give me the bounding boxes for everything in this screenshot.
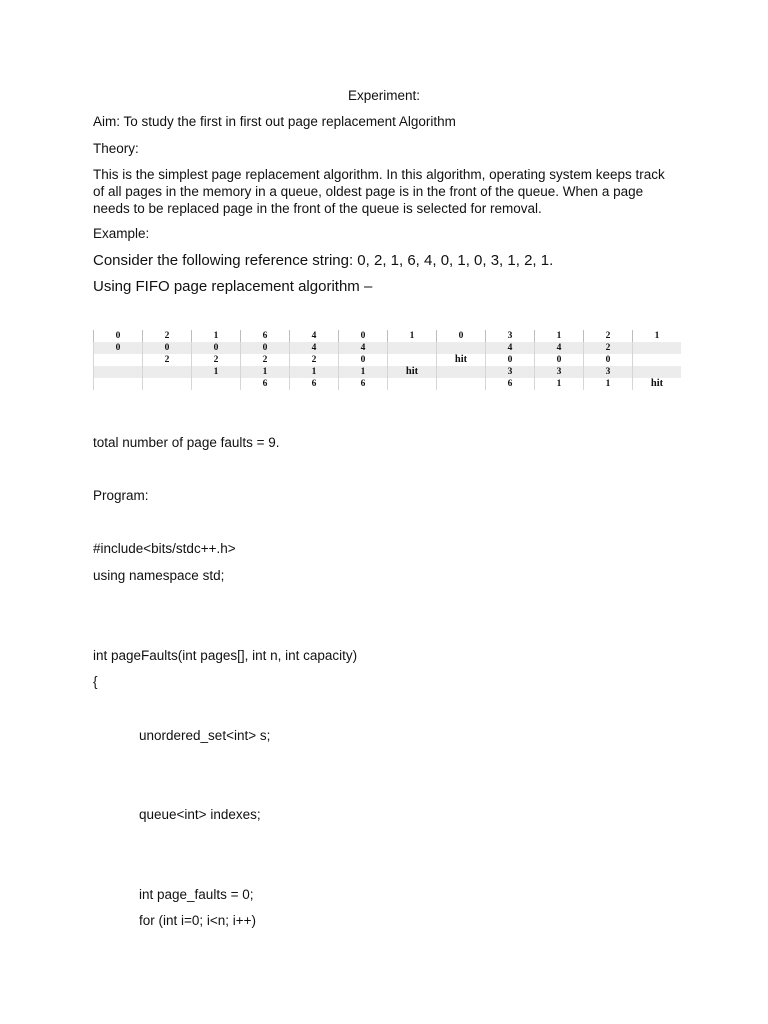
table-cell: 3 <box>584 366 633 378</box>
table-cell: 4 <box>339 342 388 354</box>
fifo-intro-line: Using FIFO page replacement algorithm – <box>93 278 373 295</box>
table-cell: 0 <box>486 354 535 366</box>
table-cell: 2 <box>241 354 290 366</box>
table-cell: 2 <box>143 330 192 342</box>
example-heading: Example: <box>93 226 150 241</box>
table-cell: 0 <box>94 342 143 354</box>
table-cell: 6 <box>486 378 535 390</box>
table-cell: 0 <box>143 342 192 354</box>
table-cell: 2 <box>584 342 633 354</box>
table-cell: 0 <box>94 330 143 342</box>
reference-string-line: Consider the following reference string: 0, 2, 1, 6, 4, 0, 1, 0, 3, 1, 2, 1. <box>93 252 554 269</box>
table-cell <box>388 354 437 366</box>
table-cell: 1 <box>192 366 241 378</box>
table-cell: 1 <box>241 366 290 378</box>
table-cell: 0 <box>535 354 584 366</box>
table-cell: 0 <box>584 354 633 366</box>
table-cell: 1 <box>535 378 584 390</box>
table-cell: hit <box>633 378 682 390</box>
table-cell: 0 <box>339 330 388 342</box>
table-cell <box>94 378 143 390</box>
table-row <box>94 378 682 390</box>
code-line-for-loop: for (int i=0; i<n; i++) <box>139 913 257 928</box>
table-cell <box>192 378 241 390</box>
table-cell <box>388 378 437 390</box>
table-cell: hit <box>388 366 437 378</box>
table-cell <box>633 354 682 366</box>
table-cell: 1 <box>388 330 437 342</box>
table-cell: 6 <box>241 378 290 390</box>
table-cell: 0 <box>192 342 241 354</box>
theory-paragraph: This is the simplest page replacement algorithm. In this algorithm, operating system keeps track of all pages in the memory in a queue, oldest page is in the front of the queue. When a page needs to be replaced page in the front of the queue is selected for removal. <box>93 167 665 216</box>
table-cell: 4 <box>486 342 535 354</box>
table-cell: 1 <box>339 366 388 378</box>
table-cell: 2 <box>143 354 192 366</box>
table-cell <box>388 342 437 354</box>
table-cell: 6 <box>290 378 339 390</box>
table-cell <box>143 366 192 378</box>
table-cell: 2 <box>584 330 633 342</box>
code-line-include: #include<bits/stdc++.h> <box>93 541 236 556</box>
document-title: Experiment: <box>347 88 421 103</box>
table-cell <box>437 378 486 390</box>
fifo-table <box>93 330 681 390</box>
table-cell <box>437 366 486 378</box>
table-cell: 3 <box>486 366 535 378</box>
table-cell <box>143 378 192 390</box>
code-line-namespace: using namespace std; <box>93 568 225 583</box>
table-row <box>94 330 682 342</box>
table-cell: 3 <box>486 330 535 342</box>
table-cell: 1 <box>192 330 241 342</box>
code-line-open-brace: { <box>93 674 98 689</box>
table-cell: 4 <box>290 330 339 342</box>
table-cell <box>437 342 486 354</box>
program-heading: Program: <box>93 488 149 503</box>
table-cell: 4 <box>290 342 339 354</box>
table-cell: 0 <box>437 330 486 342</box>
table-cell: 1 <box>290 366 339 378</box>
table-cell <box>94 354 143 366</box>
table-cell: 6 <box>241 330 290 342</box>
code-line-page-faults: int page_faults = 0; <box>139 887 254 902</box>
table-cell: 0 <box>241 342 290 354</box>
table-cell: 0 <box>339 354 388 366</box>
page-faults-line: total number of page faults = 9. <box>93 435 280 450</box>
table-cell: 1 <box>535 330 584 342</box>
table-cell <box>633 366 682 378</box>
table-cell: 4 <box>535 342 584 354</box>
theory-heading: Theory: <box>93 141 139 156</box>
table-cell: 1 <box>633 330 682 342</box>
table-cell: 3 <box>535 366 584 378</box>
table-cell: 1 <box>584 378 633 390</box>
table-cell <box>94 366 143 378</box>
table-row <box>94 354 682 366</box>
table-row <box>94 366 682 378</box>
fifo-table-body <box>94 330 682 390</box>
code-line-function-signature: int pageFaults(int pages[], int n, int capacity) <box>93 648 358 663</box>
code-line-queue: queue<int> indexes; <box>139 807 261 822</box>
table-cell: 6 <box>339 378 388 390</box>
table-cell: hit <box>437 354 486 366</box>
table-row <box>94 342 682 354</box>
table-cell <box>633 342 682 354</box>
table-cell: 2 <box>192 354 241 366</box>
table-cell: 2 <box>290 354 339 366</box>
code-line-unordered-set: unordered_set<int> s; <box>139 728 271 743</box>
aim-line: Aim: To study the first in first out page replacement Algorithm <box>93 114 456 129</box>
